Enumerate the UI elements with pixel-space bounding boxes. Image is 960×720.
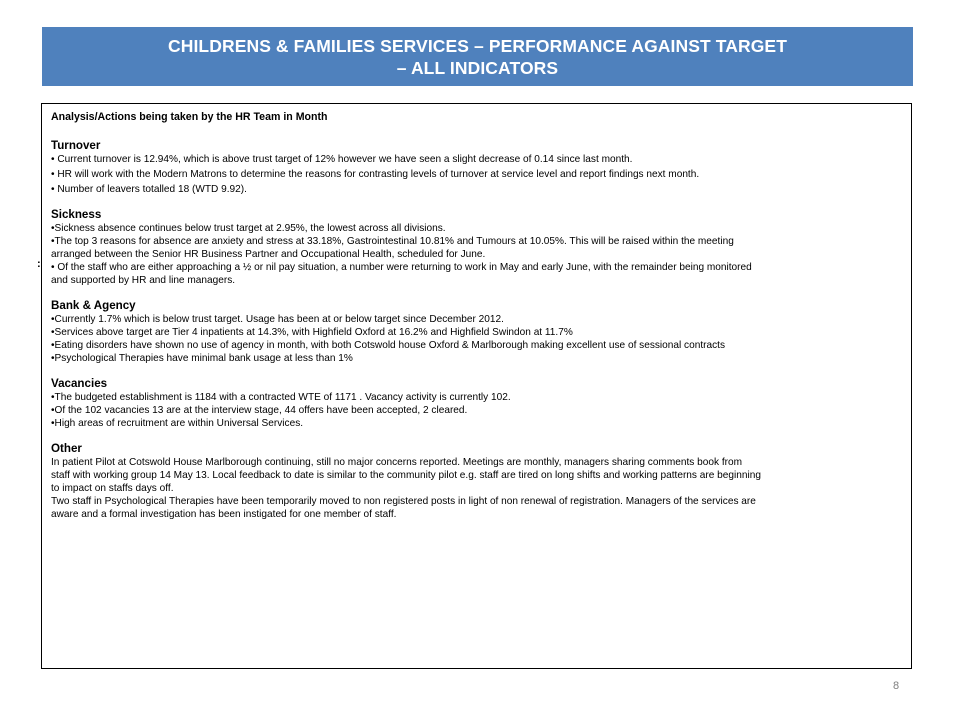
other-line: to impact on staffs days off. bbox=[51, 483, 174, 494]
section-heading-sickness: Sickness bbox=[51, 208, 102, 221]
other-line: staff with working group 14 May 13. Local feedback to date is similar to the community pilot e.g. staff are tired on long shifts and working patterns are beginning bbox=[51, 470, 761, 481]
section-heading-turnover: Turnover bbox=[51, 139, 101, 152]
turnover-line: • Number of leavers totalled 18 (WTD 9.92). bbox=[51, 184, 247, 195]
title-banner bbox=[42, 27, 913, 86]
bank-agency-line: •Currently 1.7% which is below trust target. Usage has been at or below target since December 2012. bbox=[51, 314, 504, 325]
vacancies-line: •The budgeted establishment is 1184 with a contracted WTE of 1171 . Vacancy activity is currently 102. bbox=[51, 392, 511, 403]
section-heading-vacancies: Vacancies bbox=[51, 377, 108, 390]
sickness-line: • Of the staff who are either approaching a ½ or nil pay situation, a number were returning to work in May and early June, with the remainder being monitored bbox=[51, 262, 752, 273]
section-heading-other: Other bbox=[51, 442, 82, 455]
turnover-line: • HR will work with the Modern Matrons to determine the reasons for contrasting levels of turnover at service level and report findings next month. bbox=[51, 169, 700, 180]
analysis-box bbox=[41, 103, 912, 669]
sickness-line: arranged between the Senior HR Business Partner and Occupational Health, scheduled for June. bbox=[51, 249, 486, 260]
vacancies-line: •High areas of recruitment are within Universal Services. bbox=[51, 418, 304, 429]
sickness-line: and supported by HR and line managers. bbox=[51, 275, 236, 286]
page-number: 8 bbox=[893, 680, 900, 692]
page-title-line-2: – ALL INDICATORS bbox=[396, 57, 559, 78]
section-heading-bank-agency: Bank & Agency bbox=[51, 299, 136, 312]
side-mark: : bbox=[37, 258, 41, 270]
vacancies-line: •Of the 102 vacancies 13 are at the interview stage, 44 offers have been accepted, 2 cleared. bbox=[51, 405, 468, 416]
page-title-line-1: CHILDRENS & FAMILIES SERVICES – PERFORMANCE AGAINST TARGET bbox=[167, 35, 787, 56]
turnover-line: • Current turnover is 12.94%, which is above trust target of 12% however we have seen a slight decrease of 0.14 since last month. bbox=[51, 154, 633, 165]
other-line: Two staff in Psychological Therapies have been temporarily moved to non registered posts in light of non renewal of registration. Managers of the services are bbox=[51, 496, 756, 507]
other-line: aware and a formal investigation has been instigated for one member of staff. bbox=[51, 509, 397, 520]
bank-agency-line: •Services above target are Tier 4 inpatients at 14.3%, with Highfield Oxford at 16.2% and Highfield Swindon at 11.7% bbox=[51, 327, 573, 338]
bank-agency-line: •Psychological Therapies have minimal bank usage at less than 1% bbox=[51, 353, 353, 364]
bank-agency-line: •Eating disorders have shown no use of agency in month, with both Cotswold house Oxford & Marlborough making excellent use of sessional contracts bbox=[51, 340, 726, 351]
sickness-line: •The top 3 reasons for absence are anxiety and stress at 33.18%, Gastrointestinal 10.81% and Tumours at 10.05%. This will be raised within the meeting bbox=[51, 236, 734, 247]
sickness-line: •Sickness absence continues below trust target at 2.95%, the lowest across all divisions. bbox=[51, 223, 446, 234]
analysis-heading: Analysis/Actions being taken by the HR Team in Month bbox=[51, 111, 328, 123]
other-line: In patient Pilot at Cotswold House Marlborough continuing, still no major concerns reported. Meetings are monthly, managers sharing comments book from bbox=[51, 457, 743, 468]
